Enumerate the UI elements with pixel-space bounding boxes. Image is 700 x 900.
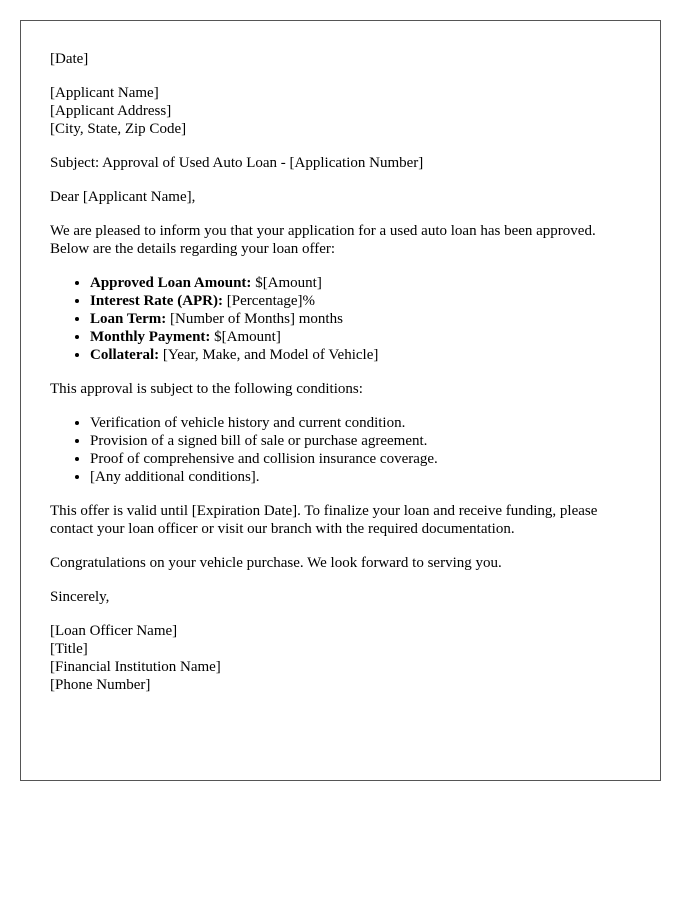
- loan-detail-item: [90, 292, 632, 310]
- letter-salutation: Dear [Applicant Name],: [50, 189, 196, 205]
- loan-details-list: [50, 274, 632, 364]
- loan-detail-value: [Percentage]%: [223, 293, 316, 309]
- loan-detail-label: Loan Term:: [90, 311, 167, 327]
- closing-note: Congratulations on your vehicle purchase. We look forward to serving you.: [50, 555, 502, 571]
- loan-detail-value: [Number of Months] months: [166, 311, 343, 327]
- loan-detail-label: Collateral:: [90, 347, 160, 363]
- applicant-city-state-zip: [City, State, Zip Code]: [50, 121, 187, 137]
- phone-number: [Phone Number]: [50, 677, 151, 693]
- financial-institution-name: [Financial Institution Name]: [50, 659, 221, 675]
- applicant-address-block: [50, 84, 632, 138]
- letter-intro: We are pleased to inform you that your application for a used auto loan has been approved. Below are the details regarding your loan offer:: [50, 223, 596, 257]
- loan-detail-item: [90, 346, 632, 364]
- sign-off: Sincerely,: [50, 589, 110, 605]
- loan-detail-item: [90, 328, 632, 346]
- loan-officer-name: [Loan Officer Name]: [50, 623, 178, 639]
- loan-detail-item: [90, 310, 632, 328]
- conditions-intro: This approval is subject to the following conditions:: [50, 381, 363, 397]
- condition-item: • Proof of comprehensive and collision insurance coverage.: [90, 450, 632, 468]
- loan-detail-value: $[Amount]: [251, 275, 322, 291]
- condition-item: • [Any additional conditions].: [90, 468, 632, 486]
- condition-item: • Verification of vehicle history and current condition.: [90, 414, 632, 432]
- letter-page: [20, 20, 661, 781]
- loan-detail-item: [90, 274, 632, 292]
- condition-item: • Provision of a signed bill of sale or purchase agreement.: [90, 432, 632, 450]
- conditions-list: [50, 414, 632, 486]
- applicant-address: [Applicant Address]: [50, 103, 172, 119]
- letter-date: [Date]: [50, 51, 89, 67]
- loan-detail-value: [Year, Make, and Model of Vehicle]: [159, 347, 379, 363]
- applicant-name: [Applicant Name]: [50, 85, 159, 101]
- loan-detail-label: Monthly Payment:: [90, 329, 211, 345]
- letter-subject: Subject: Approval of Used Auto Loan - [Application Number]: [50, 155, 424, 171]
- offer-validity: This offer is valid until [Expiration Date]. To finalize your loan and receive funding, please contact your loan officer or visit our branch with the required documentation.: [50, 503, 598, 537]
- loan-detail-label: Approved Loan Amount:: [90, 275, 252, 291]
- loan-officer-title: [Title]: [50, 641, 88, 657]
- loan-detail-label: Interest Rate (APR):: [90, 293, 224, 309]
- loan-detail-value: $[Amount]: [210, 329, 281, 345]
- signature-block: [50, 622, 632, 694]
